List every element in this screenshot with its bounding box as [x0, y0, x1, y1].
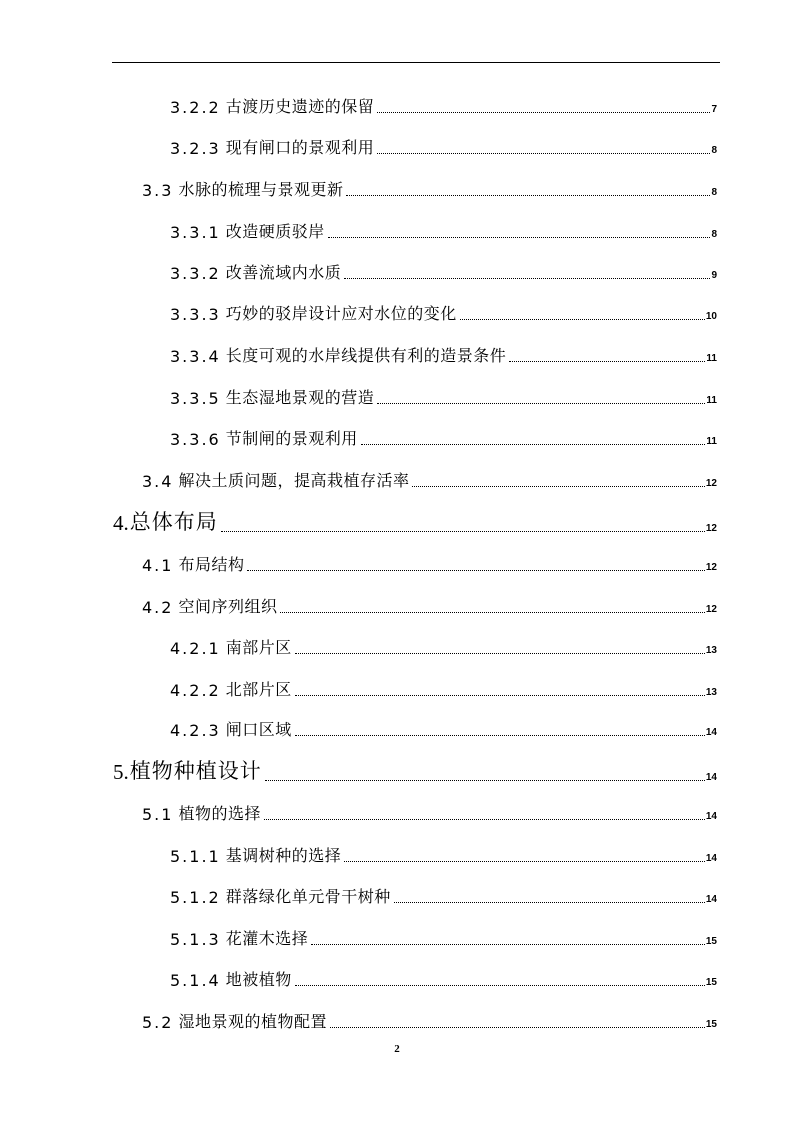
toc-entry-page: 10 [705, 311, 717, 322]
page-number: 2 [394, 1043, 400, 1055]
toc-entry-4-2-1[interactable] [170, 634, 717, 658]
toc-dot-leader [264, 819, 705, 820]
toc-entry-page: 11 [706, 436, 717, 447]
toc-entry-5-1[interactable] [142, 800, 717, 824]
toc-entry-title: 闸口区域 [225, 720, 292, 739]
toc-entry-title: 生态湿地景观的营造 [225, 388, 375, 407]
toc-dot-leader [344, 278, 710, 279]
toc-dot-leader [311, 944, 705, 945]
toc-entry-4[interactable] [113, 508, 717, 536]
toc-entry-page: 14 [705, 894, 717, 905]
toc-dot-leader [377, 112, 710, 113]
toc-entry-number: 3.3.2 [170, 264, 221, 283]
toc-entry-3-3-3[interactable] [170, 300, 717, 324]
toc-entry-title: 花灌木选择 [225, 929, 309, 948]
toc-entry-number: 4.1 [142, 556, 174, 575]
toc-dot-leader [346, 195, 710, 196]
toc-dot-leader [280, 612, 704, 613]
toc-entry-number: 3.3.3 [170, 305, 221, 324]
toc-entry-number: 4.2 [142, 598, 174, 617]
toc-entry-title: 布局结构 [178, 555, 245, 574]
toc-entry-title: 节制闸的景观利用 [225, 429, 358, 448]
toc-entry-title: 基调树种的选择 [225, 846, 342, 865]
toc-entry-page: 8 [711, 187, 717, 198]
toc-entry-page: 8 [711, 145, 717, 156]
toc-entry-title: 古渡历史遗迹的保留 [225, 97, 375, 116]
toc-entry-number: 3.2.2 [170, 98, 221, 117]
toc-entry-5-2[interactable] [142, 1008, 717, 1032]
toc-entry-3-3-4[interactable] [170, 342, 717, 366]
toc-entry-3-4[interactable] [142, 467, 717, 491]
toc-entry-3-3[interactable] [142, 176, 717, 200]
toc-entry-page: 14 [705, 772, 717, 783]
toc-entry-page: 12 [705, 604, 717, 615]
toc-entry-5[interactable] [113, 757, 717, 785]
toc-entry-number: 5.1.3 [170, 930, 221, 949]
toc-entry-page: 13 [705, 687, 717, 698]
toc-entry-3-2-3[interactable] [170, 134, 717, 158]
toc-entry-3-3-1[interactable] [170, 218, 717, 242]
toc-entry-title: 巧妙的驳岸设计应对水位的变化 [225, 304, 457, 323]
toc-entry-title: 北部片区 [225, 680, 292, 699]
toc-entry-title: 植物种植设计 [129, 759, 262, 783]
toc-entry-number: 4.2.2 [170, 681, 221, 700]
toc-entry-page: 12 [705, 478, 717, 489]
toc-entry-5-1-1[interactable] [170, 842, 717, 866]
toc-entry-number: 4.2.1 [170, 639, 221, 658]
toc-entry-3-3-5[interactable] [170, 384, 717, 408]
toc-entry-page: 14 [705, 811, 717, 822]
toc-entry-number: 3.3.1 [170, 223, 221, 242]
toc-entry-page: 7 [711, 104, 717, 115]
toc-entry-title: 水脉的梳理与景观更新 [178, 180, 344, 199]
toc-dot-leader [377, 403, 705, 404]
toc-entry-number: 3.3 [142, 181, 174, 200]
toc-dot-leader [295, 653, 705, 654]
toc-entry-page: 14 [705, 853, 717, 864]
toc-dot-leader [361, 444, 706, 445]
toc-entry-4-2[interactable] [142, 593, 717, 617]
toc-entry-page: 14 [705, 727, 717, 738]
toc-entry-page: 13 [705, 645, 717, 656]
toc-entry-page: 8 [711, 229, 717, 240]
toc-entry-5-1-3[interactable] [170, 925, 717, 949]
toc-entry-number: 5.1.2 [170, 888, 221, 907]
toc-entry-number: 3.2.3 [170, 139, 221, 158]
toc-dot-leader [247, 570, 704, 571]
toc-entry-3-2-2[interactable] [170, 93, 717, 117]
toc-dot-leader [509, 361, 705, 362]
toc-entry-title: 改造硬质驳岸 [225, 222, 325, 241]
toc-dot-leader [328, 237, 711, 238]
toc-entry-title: 改善流域内水质 [225, 263, 342, 282]
toc-entry-title: 群落绿化单元骨干树种 [225, 887, 391, 906]
toc-entry-title: 现有闸口的景观利用 [225, 138, 375, 157]
toc-entry-number: 5. [113, 760, 129, 784]
toc-entry-title: 总体布局 [129, 510, 218, 534]
toc-entry-page: 11 [706, 353, 717, 364]
toc-dot-leader [295, 985, 705, 986]
toc-dot-leader [377, 153, 710, 154]
toc-dot-leader [344, 861, 705, 862]
toc-entry-number: 5.1.4 [170, 971, 221, 990]
toc-entry-number: 4. [113, 511, 129, 535]
toc-entry-page: 12 [705, 523, 717, 534]
toc-entry-number: 5.2 [142, 1013, 174, 1032]
toc-entry-page: 15 [705, 1019, 717, 1030]
toc-entry-page: 15 [705, 977, 717, 988]
toc-entry-3-3-6[interactable] [170, 425, 717, 449]
toc-entry-5-1-2[interactable] [170, 883, 717, 907]
toc-entry-title: 湿地景观的植物配置 [178, 1012, 327, 1031]
toc-entry-page: 15 [705, 936, 717, 947]
toc-entry-number: 4.2.3 [170, 721, 221, 740]
toc-dot-leader [412, 486, 704, 487]
toc-dot-leader [460, 319, 705, 320]
toc-entry-number: 5.1.1 [170, 847, 221, 866]
toc-entry-4-1[interactable] [142, 551, 717, 575]
toc-entry-3-3-2[interactable] [170, 259, 717, 283]
toc-entry-title: 解决土质问题，提高栽植存活率 [178, 471, 410, 490]
toc-dot-leader [265, 780, 705, 781]
toc-entry-number: 3.4 [142, 472, 174, 491]
toc-entry-page: 9 [711, 270, 717, 281]
toc-entry-number: 3.3.6 [170, 430, 221, 449]
header-rule [112, 62, 720, 63]
toc-dot-leader [330, 1027, 705, 1028]
toc-entry-number: 3.3.5 [170, 389, 221, 408]
toc-dot-leader [295, 735, 705, 736]
toc-entry-page: 12 [705, 562, 717, 573]
toc-entry-title: 空间序列组织 [178, 597, 278, 616]
toc-entry-title: 南部片区 [225, 638, 292, 657]
toc-entry-5-1-4[interactable] [170, 966, 717, 990]
toc-entry-4-2-2[interactable] [170, 676, 717, 700]
toc-dot-leader [221, 531, 705, 532]
toc-entry-page: 11 [706, 395, 717, 406]
toc-dot-leader [394, 902, 705, 903]
toc-entry-title: 长度可观的水岸线提供有利的造景条件 [225, 346, 507, 365]
toc-entry-title: 植物的选择 [178, 804, 261, 823]
toc-entry-title: 地被植物 [225, 970, 292, 989]
toc-dot-leader [295, 695, 705, 696]
toc-entry-number: 3.3.4 [170, 347, 221, 366]
toc-entry-number: 5.1 [142, 805, 174, 824]
toc-entry-4-2-3[interactable] [170, 716, 717, 740]
